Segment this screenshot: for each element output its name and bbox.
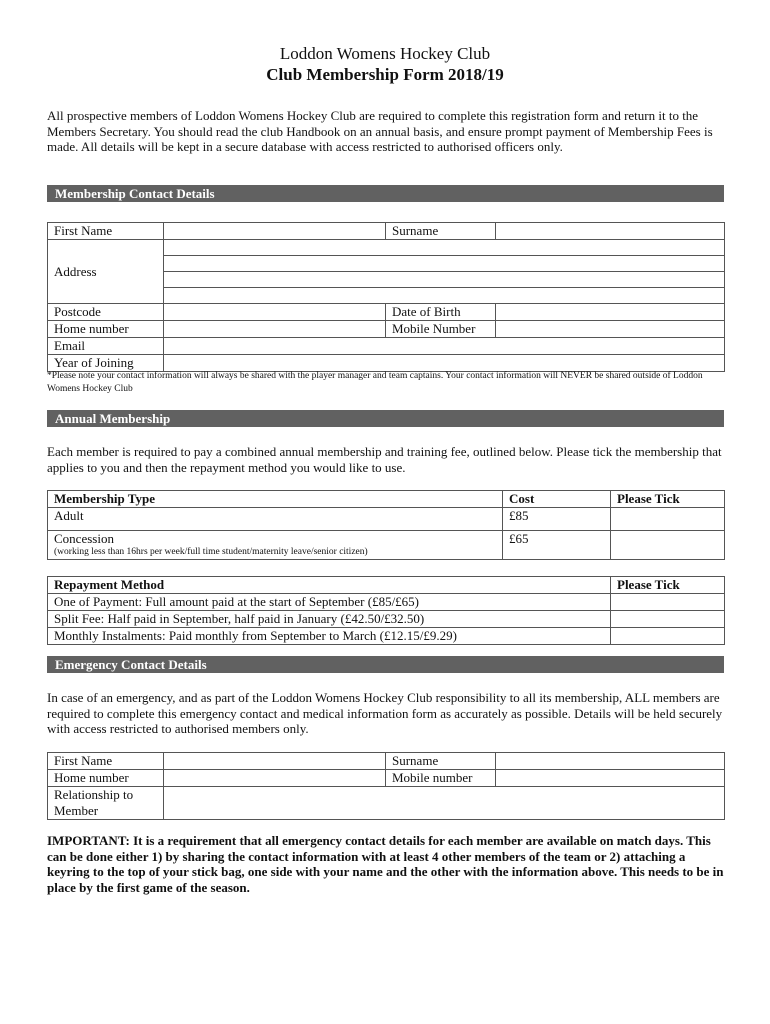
membership-concession-sub: (working less than 16hrs per week/full time student/maternity leave/senior citizen) (54, 547, 368, 557)
mobile-number-field[interactable] (496, 321, 725, 338)
repayment-tick-header: Please Tick (611, 577, 725, 594)
repayment-split-tick[interactable] (611, 611, 725, 628)
section-heading-emergency: Emergency Contact Details (47, 656, 724, 673)
emergency-surname-label: Surname (386, 753, 496, 770)
repayment-option-monthly: Monthly Instalments: Paid monthly from September to March (£12.15/£9.29) (48, 628, 611, 645)
first-name-label: First Name (48, 223, 164, 240)
relationship-label-line-2: Member (54, 803, 99, 818)
membership-concession-tick[interactable] (611, 531, 725, 560)
membership-adult-label: Adult (48, 508, 503, 531)
emergency-first-name-label: First Name (48, 753, 164, 770)
section-heading-annual: Annual Membership (47, 410, 724, 427)
address-label: Address (48, 240, 164, 304)
relationship-label-line-1: Relationship to (54, 787, 134, 802)
repayment-monthly-tick[interactable] (611, 628, 725, 645)
address-line-2[interactable] (164, 256, 725, 272)
repayment-method-header: Repayment Method (48, 577, 611, 594)
intro-paragraph: All prospective members of Loddon Womens Hockey Club are required to complete this registration form and return it to the Members Secretary. You should read the club Handbook on an annual basis, and ensure prompt payment of Membership Fees is made. All details will be kept in a secure database with access restricted to authorised officers only. (47, 108, 713, 154)
contact-privacy-note: *Please note your contact information will always be shared with the player manager and team captains. Your contact information will NEVER be shared outside of Loddon Womens Hockey Club (47, 371, 703, 394)
repayment-table (47, 576, 725, 645)
emergency-mobile-number-field[interactable] (496, 770, 725, 787)
emergency-mobile-number-label: Mobile number (386, 770, 496, 787)
surname-label: Surname (386, 223, 496, 240)
section-heading-contact: Membership Contact Details (47, 185, 724, 202)
cost-header: Cost (503, 491, 611, 508)
emergency-contact-table (47, 752, 725, 820)
membership-concession-cell (48, 531, 503, 560)
surname-field[interactable] (496, 223, 725, 240)
form-title: Club Membership Form 2018/19 (266, 65, 504, 84)
dob-field[interactable] (496, 304, 725, 321)
tick-header: Please Tick (611, 491, 725, 508)
repayment-full-tick[interactable] (611, 594, 725, 611)
emergency-home-number-field[interactable] (164, 770, 386, 787)
relationship-field[interactable] (164, 787, 725, 820)
postcode-label: Postcode (48, 304, 164, 321)
emergency-intro: In case of an emergency, and as part of the Loddon Womens Hockey Club responsibility to all its membership, ALL members are required to complete this emergency contact and medical information form as accurately as possible. Details will be held securely with access restricted to authorised members only. (47, 690, 723, 736)
important-notice: IMPORTANT: It is a requirement that all emergency contact details for each member are available on match days. This can be done either 1) by sharing the contact information with at least 4 other members of the team or 2) attaching a keyring to the top of your stick bag, one side with your name and the other with the information above. This needs to be in place by the first game of the season. (47, 833, 724, 895)
membership-type-header: Membership Type (48, 491, 503, 508)
address-line-1[interactable] (164, 240, 725, 256)
relationship-label (48, 787, 164, 820)
repayment-option-split: Split Fee: Half paid in September, half paid in January (£42.50/£32.50) (48, 611, 611, 628)
emergency-home-number-label: Home number (48, 770, 164, 787)
contact-details-table (47, 222, 725, 372)
dob-label: Date of Birth (386, 304, 496, 321)
address-line-3[interactable] (164, 272, 725, 288)
annual-intro: Each member is required to pay a combined annual membership and training fee, outlined below. Please tick the membership that applies to you and then the repayment method you would like to use. (47, 444, 722, 475)
first-name-field[interactable] (164, 223, 386, 240)
email-label: Email (48, 338, 164, 355)
membership-type-table (47, 490, 725, 560)
membership-adult-cost: £85 (503, 508, 611, 531)
emergency-first-name-field[interactable] (164, 753, 386, 770)
home-number-field[interactable] (164, 321, 386, 338)
membership-concession-label: Concession (54, 531, 114, 546)
emergency-surname-field[interactable] (496, 753, 725, 770)
club-name: Loddon Womens Hockey Club (279, 44, 491, 63)
repayment-option-full: One of Payment: Full amount paid at the start of September (£85/£65) (48, 594, 611, 611)
postcode-field[interactable] (164, 304, 386, 321)
email-field[interactable] (164, 338, 725, 355)
year-joining-label: Year of Joining (48, 355, 164, 372)
membership-adult-tick[interactable] (611, 508, 725, 531)
year-joining-field[interactable] (164, 355, 725, 372)
address-line-4[interactable] (164, 288, 725, 304)
mobile-number-label: Mobile Number (386, 321, 496, 338)
membership-concession-cost: £65 (503, 531, 611, 560)
home-number-label: Home number (48, 321, 164, 338)
